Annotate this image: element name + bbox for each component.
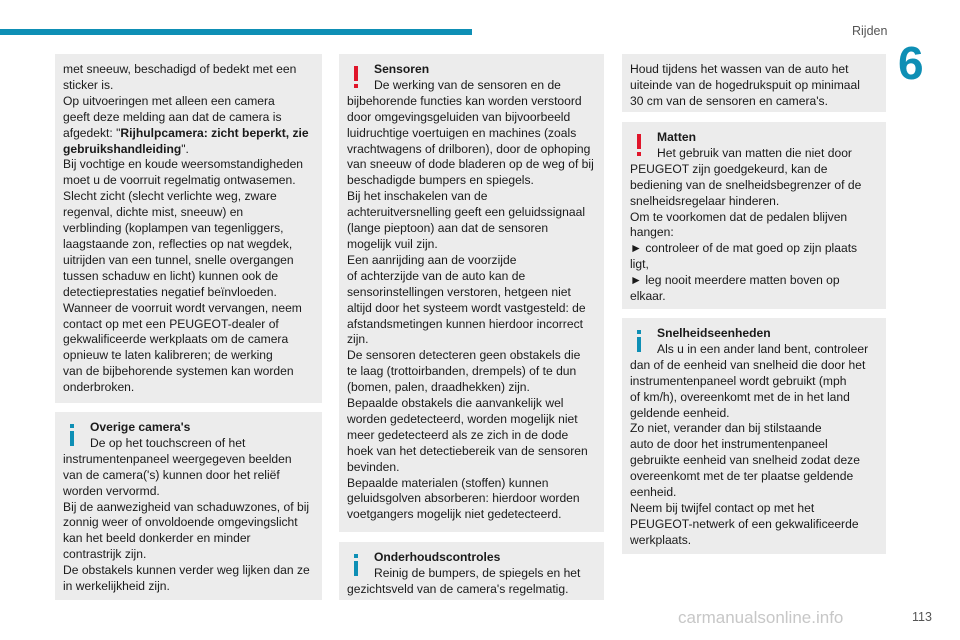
mats-text: PEUGEOT zijn goedgekeurd, kan de bediening van de snelheidsbegrenzer of de snelheidsregelaar hinderen. Om te voorkomen dat de pedalen blijven hangen: ► controleer of de mat goed op zijn plaats ligt, ► leg nooit meerdere matten boven op elkaar. <box>630 161 862 304</box>
page-number: 113 <box>912 610 932 624</box>
info-icon <box>635 330 643 354</box>
mats-first-line: Het gebruik van matten die niet door <box>657 145 852 160</box>
warning-icon <box>635 134 643 158</box>
maintenance-first-line: Reinig de bumpers, de spiegels en het <box>374 565 581 580</box>
mats-title: Matten <box>657 130 696 144</box>
sensors-warning-box <box>339 54 604 532</box>
header-accent-bar <box>0 29 472 35</box>
washing-note-text: Houd tijdens het wassen van de auto het uiteinde van de hogedrukspuit op minimaal 30 cm van de sensoren en camera's. <box>630 62 860 108</box>
sensors-first-line: De werking van de sensoren en de <box>374 77 561 92</box>
sensors-title: Sensoren <box>374 62 430 76</box>
maintenance-title: Onderhoudscontroles <box>374 550 501 564</box>
speed-units-title: Snelheidseenheden <box>657 326 771 340</box>
speed-units-info-box <box>622 318 886 554</box>
watermark: carmanualsonline.info <box>678 608 844 627</box>
washing-note-box <box>622 54 886 112</box>
maintenance-text: gezichtsveld van de camera's regelmatig. <box>347 581 569 596</box>
other-cameras-title: Overige camera's <box>90 420 191 434</box>
other-cameras-text: instrumentenpaneel weergegeven beelden van de camera('s) kunnen door het reliëf worden vervormd. Bij de aanwezigheid van schaduwzones, of bij zonnig weer of onvoldoende omgevingslicht kan het beeld donkerder en minder contrastrijk zijn. De obstakels kunnen verder weg lijken dan ze in werkelijkheid zijn. <box>63 451 310 594</box>
other-cameras-info-box <box>55 412 322 600</box>
mats-warning-box <box>622 122 886 309</box>
camera-limitations-text: met sneeuw, beschadigd of bedekt met een sticker is. Op uitvoeringen met alleen een camera geeft deze melding aan dat de camera is afgedekt: "Rijhulpcamera: zicht beperkt, zie gebruikshandleiding". Bij vochtige en koude weersomstandigheden moet u de voorruit regelmatig ontwasemen. Slecht zicht (slecht verlichte weg, zware regenval, dichte mist, sneeuw) en verblinding (koplampen van tegenliggers, laagstaande zon, reflecties op nat wegdek, uitrijden van een tunnel, snelle overgangen tussen schaduw en licht) kunnen ook de detectieprestaties negatief beïnvloeden. Wanneer de voorruit wordt vervangen, neem contact op met een PEUGEOT-dealer of gekwalificeerde werkplaats om de camera opnieuw te laten kalibreren; de werking van de bijbehorende systemen kan worden onderbroken. <box>63 62 309 395</box>
speed-units-first-line: Als u in een ander land bent, controleer <box>657 341 869 356</box>
section-title: Rijden <box>852 24 888 38</box>
speed-units-text: dan of de eenheid van snelheid die door het instrumentenpaneel wordt gebruikt (mph of km/h), overeenkomt met de in het land geldende eenheid. Zo niet, verander dan bij stilstaande auto de door het instrumentenpaneel gebruikte eenheid van snelheid zodat deze overeenkomt met de ter plaatse geldende eenheid. Neem bij twijfel contact op met het PEUGEOT-netwerk of een gekwalificeerde werkplaats. <box>630 357 866 547</box>
camera-warning-message: Rijhulpcamera: zicht beperkt, zie gebruikshandleiding <box>63 125 309 156</box>
camera-limitations-box <box>55 54 322 403</box>
other-cameras-first-line: De op het touchscreen of het <box>90 435 246 450</box>
info-icon <box>68 424 76 448</box>
sensors-text: bijbehorende functies kan worden verstoord door omgevingsgeluiden van bijvoorbeeld luidruchtige voertuigen en machines (zoals vrachtwagens of drilboren), door de ophoping van sneeuw of dode bladeren op de weg of bij beschadigde bumpers en spiegels. Bij het inschakelen van de achteruitversnelling geeft een geluidssignaal (lange pieptoon) aan dat de sensoren mogelijk vuil zijn. Een aanrijding aan de voorzijde of achterzijde van de auto kan de sensorinstellingen verstoren, hetgeen niet altijd door het systeem wordt vastgesteld: de afstandsmetingen kunnen hierdoor incorrect zijn. De sensoren detecteren geen obstakels die te laag (trottoirbanden, drempels) of te dun (bomen, palen, draadhekken) zijn. Bepaalde obstakels die aanvankelijk wel worden gedetecteerd, worden mogelijk niet meer gedetecteerd als ze zich in de dode hoek van het detectiebereik van de sensoren bevinden. Bepaalde materialen (stoffen) kunnen geluidsgolven absorberen: hierdoor worden voetgangers mogelijk niet gedetecteerd. <box>347 93 594 522</box>
warning-icon <box>352 66 360 90</box>
info-icon <box>352 554 360 578</box>
maintenance-info-box <box>339 542 604 600</box>
chapter-number: 6 <box>898 37 924 89</box>
